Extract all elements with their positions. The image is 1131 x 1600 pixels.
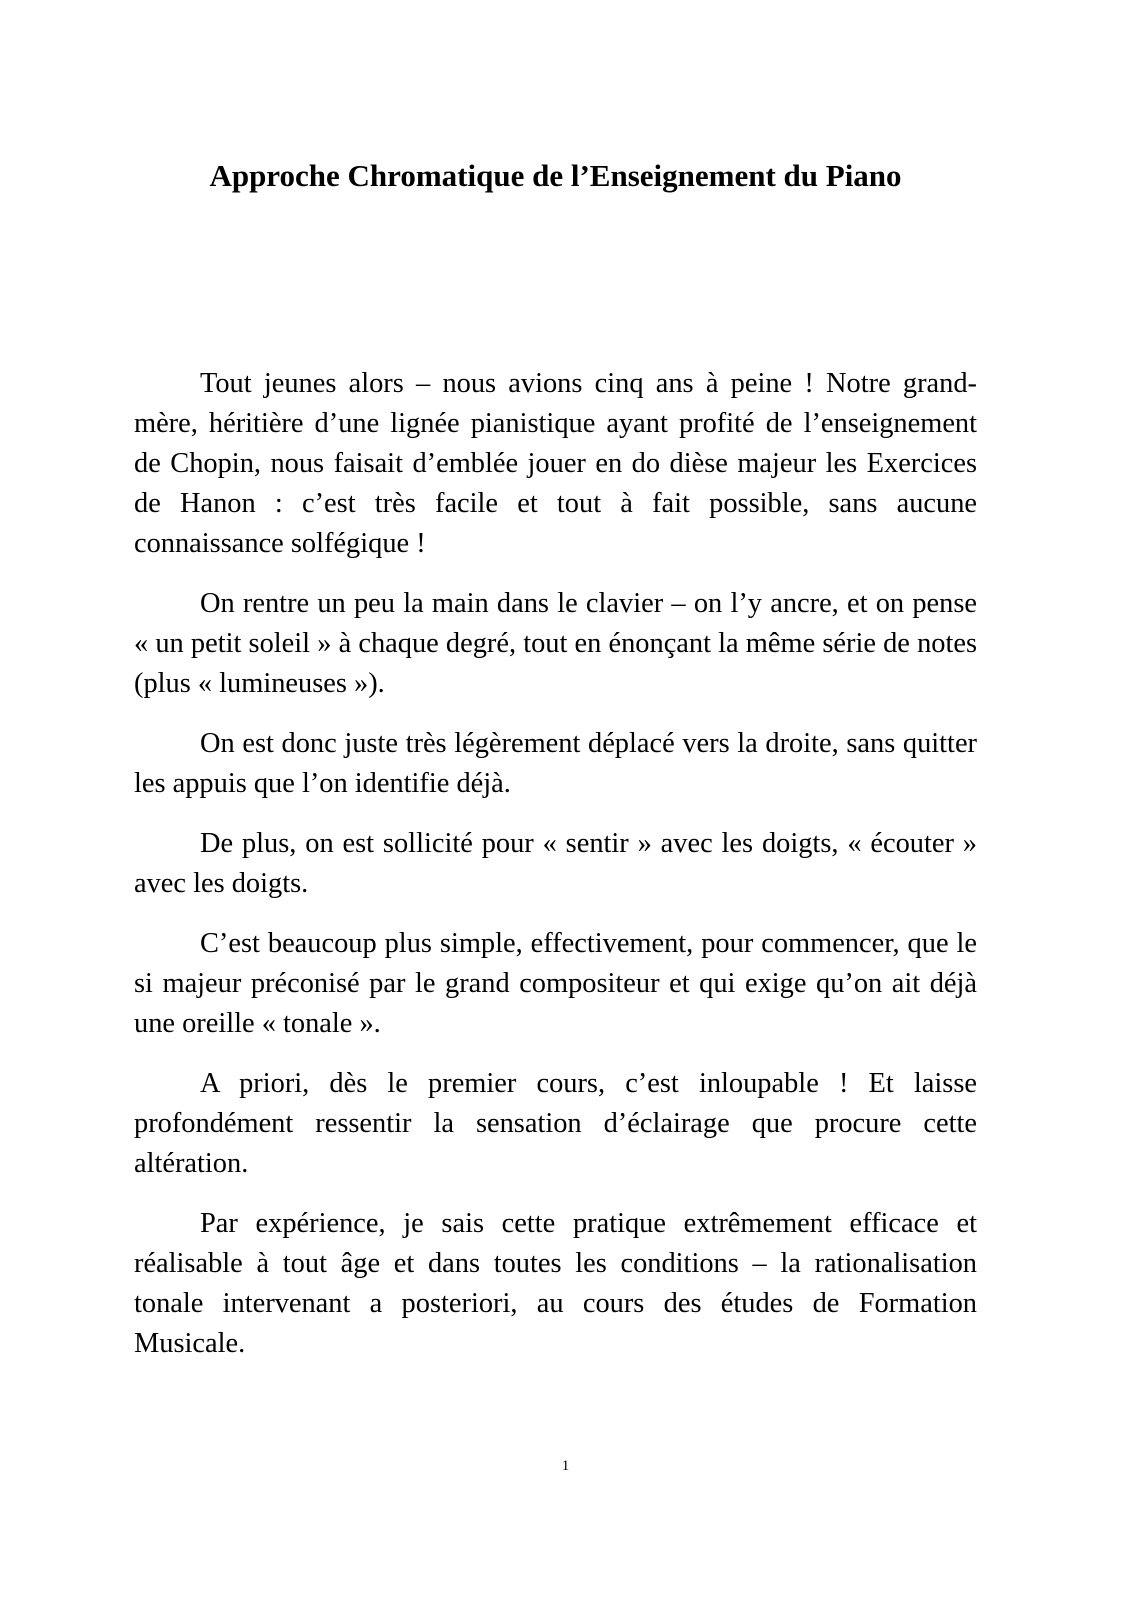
- document-title: Approche Chromatique de l’Enseignement du Piano: [209, 158, 902, 193]
- document-body: [134, 364, 977, 1384]
- page-number: 1: [561, 1458, 570, 1474]
- paragraph-2: On rentre un peu la main dans le clavier – on l’y ancre, et on pense « un petit soleil » à chaque degré, tout en énonçant la même série de notes (plus « lumineuses »).: [134, 588, 977, 699]
- paragraph-1: Tout jeunes alors – nous avions cinq ans à peine ! Notre grand-mère, héritière d’une lignée pianistique ayant profité de l’enseignement de Chopin, nous faisait d’emblée jouer en do dièse majeur les Exercices de Hanon : c’est très facile et tout à fait possible, sans aucune connaissance solfégique !: [134, 368, 977, 559]
- paragraph-5: C’est beaucoup plus simple, effectivement, pour commencer, que le si majeur préconisé par le grand compositeur et qui exige qu’on ait déjà une oreille « tonale ».: [134, 928, 977, 1039]
- paragraph-7: Par expérience, je sais cette pratique extrêmement efficace et réalisable à tout âge et dans toutes les conditions – la rationalisation tonale intervenant a posteriori, au cours des études de Formation Musicale.: [134, 1208, 977, 1359]
- paragraph-3: On est donc juste très légèrement déplacé vers la droite, sans quitter les appuis que l’on identifie déjà.: [134, 728, 977, 799]
- paragraph-4: De plus, on est sollicité pour « sentir » avec les doigts, « écouter » avec les doigts.: [134, 828, 977, 899]
- paragraph-6: A priori, dès le premier cours, c’est inloupable ! Et laisse profondément ressentir la sensation d’éclairage que procure cette altération.: [134, 1068, 977, 1179]
